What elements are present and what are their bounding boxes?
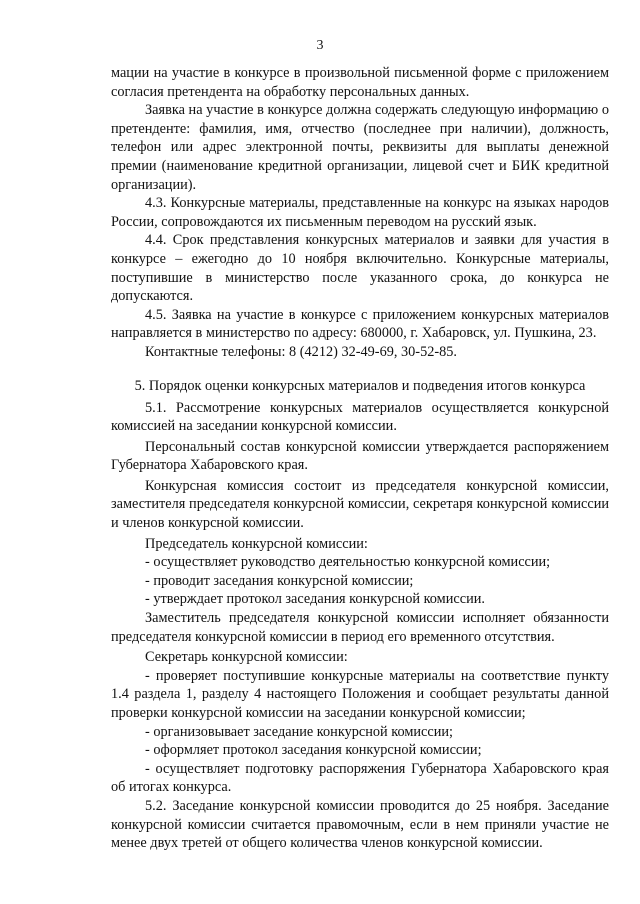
list-item-chairman-1: - осуществляет руководство деятельностью конкурсной комиссии; — [145, 554, 551, 571]
list-item-chairman-2: - проводит заседания конкурсной комиссии; — [145, 572, 414, 589]
paragraph-contact-phones: Контактные телефоны: 8 (4212) 32-49-69, 30-52-85. — [145, 343, 457, 360]
document-body — [111, 64, 609, 853]
list-item-secretary-2: - организовывает заседание конкурсной комиссии; — [145, 723, 453, 740]
paragraph-chairman-heading: Председатель конкурсной комиссии: — [145, 535, 368, 552]
paragraph-commission-members: Конкурсная комиссия состоит из председателя конкурсной комиссии, заместителя председателя конкурсной комиссии, секретаря конкурсной комиссии и членов конкурсной комиссии. — [111, 477, 609, 532]
list-item-secretary-3: - оформляет протокол заседания конкурсной комиссии; — [145, 742, 482, 759]
paragraph-secretary-heading: Секретарь конкурсной комиссии: — [145, 649, 348, 666]
section-5-heading: 5. Порядок оценки конкурсных материалов и подведения итогов конкурса — [134, 377, 586, 394]
list-item-chairman-3: - утверждает протокол заседания конкурсной комиссии. — [145, 591, 485, 608]
paragraph-5-1: 5.1. Рассмотрение конкурсных материалов осуществляется конкурсной комиссией на заседании конкурсной комиссии. — [111, 399, 609, 435]
paragraph-4-5: 4.5. Заявка на участие в конкурсе с приложением конкурсных материалов направляется в министерство по адресу: 680000, г. Хабаровск, ул. Пушкина, 23. — [111, 306, 609, 342]
paragraph-application-content: Заявка на участие в конкурсе должна содержать следующую информацию о претенденте: фамилия, имя, отчество (последнее при наличии), должность, телефон или адрес электронной почты, реквизиты для выплаты денежной премии (наименование кредитной организации, лицевой счет и БИК кредитной организации). — [111, 102, 609, 193]
paragraph-5-2: 5.2. Заседание конкурсной комиссии проводится до 25 ноября. Заседание конкурсной комиссии считается правомочным, если в нем приняли участие не менее двух третей от общего количества членов конкурсной комиссии. — [111, 797, 609, 852]
list-item-secretary-1: - проверяет поступившие конкурсные материалы на соответствие пункту 1.4 раздела 1, разделу 4 настоящего Положения и сообщает результаты данной проверки конкурсной комиссии на заседании конкурсной комиссии; — [111, 667, 609, 721]
page-number: 3 — [316, 38, 324, 53]
paragraph-continuation: мации на участие в конкурсе в произвольной письменной форме с приложением согласия претендента на обработку персональных данных. — [111, 65, 609, 100]
list-item-secretary-4: - осуществляет подготовку распоряжения Губернатора Хабаровского края об итогах конкурса. — [111, 760, 609, 796]
paragraph-4-3: 4.3. Конкурсные материалы, представленные на конкурс на языках народов России, сопровождаются их письменным переводом на русский язык. — [111, 195, 609, 230]
paragraph-4-4: 4.4. Срок представления конкурсных материалов и заявки для участия в конкурсе – ежегодно до 10 ноября включительно. Конкурсные материалы, поступившие в министерство после указанного срока, до конкурса не допускаются. — [111, 232, 609, 305]
paragraph-commission-composition-approval: Персональный состав конкурсной комиссии утверждается распоряжением Губернатора Хабаровского края. — [111, 438, 609, 474]
paragraph-deputy-chairman: Заместитель председателя конкурсной комиссии исполняет обязанности председателя конкурсной комиссии в период его временного отсутствия. — [111, 610, 609, 645]
